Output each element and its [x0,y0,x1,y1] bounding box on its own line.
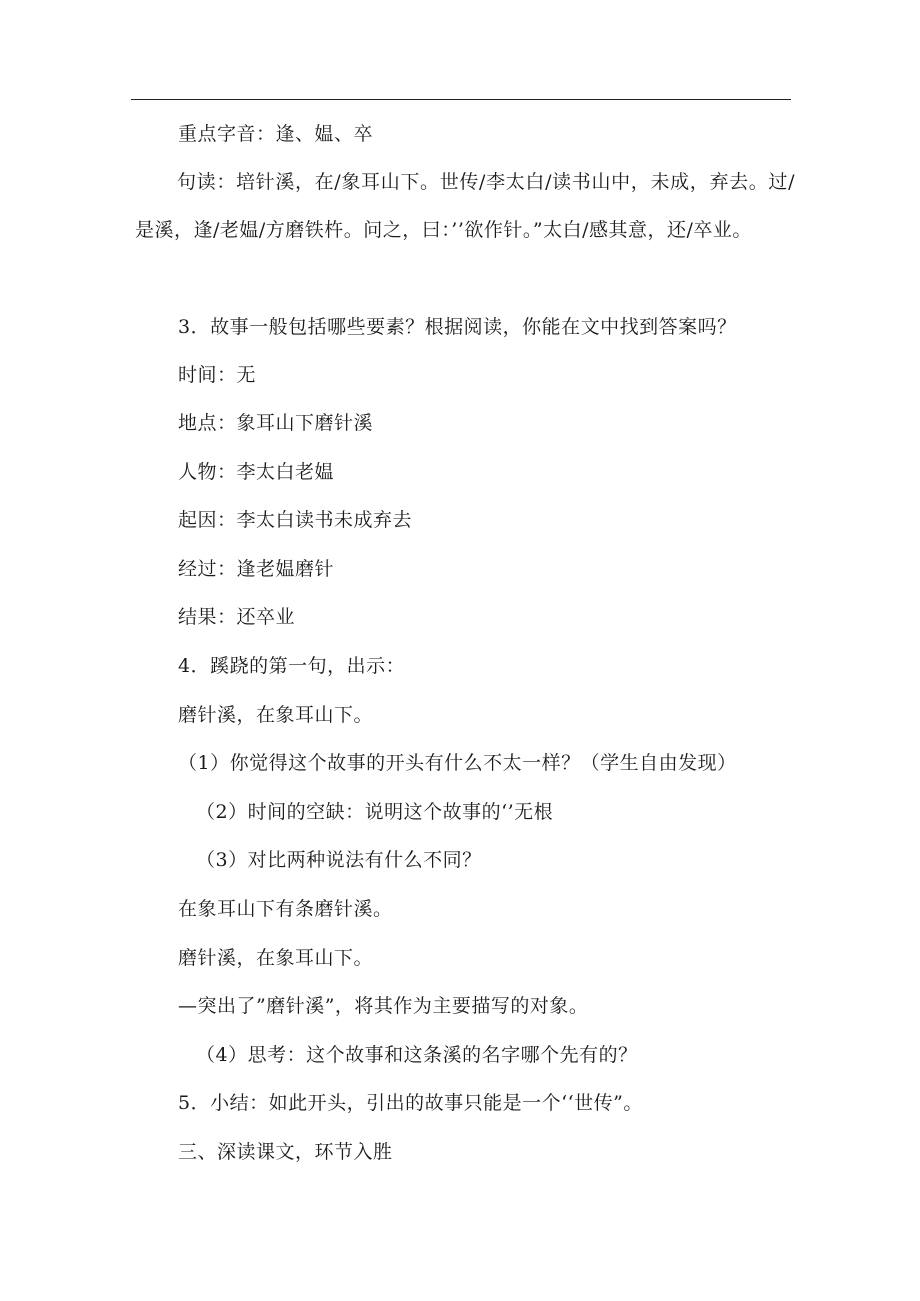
sub-question-1: （1）你觉得这个故事的开头有什么不太一样？（学生自由发现） [178,752,737,774]
key-pronunciation: 重点字音：逢、媪、卒 [178,123,374,145]
sub-question-2: （2）时间的空缺：说明这个故事的‘’无根 [196,801,554,823]
compare-sentence-a: 在象耳山下有条磨针溪。 [178,898,393,920]
question-4: 4．蹊跷的第一句，出示： [178,655,406,677]
sub-question-4: （4）思考：这个故事和这条溪的名字哪个先有的？ [196,1044,638,1066]
element-place: 地点：象耳山下磨针溪 [178,412,374,434]
element-process: 经过：逢老媪磨针 [178,558,335,580]
compare-sentence-b: 磨针溪，在象耳山下。 [178,947,374,969]
question-3: 3．故事一般包括哪些要素？根据阅读，你能在文中找到答案吗？ [178,316,737,338]
section-3-heading: 三、深读课文，环节入胜 [178,1141,393,1163]
summary-5: 5．小结：如此开头，引出的故事只能是一个‘‘世传”。 [178,1092,643,1114]
element-time: 时间：无 [178,364,257,386]
header-rule [131,99,791,100]
emphasis-note: —突出了”磨针溪”，将其作为主要描写的对象。 [178,995,589,1017]
sub-question-3: （3）对比两种说法有什么不同？ [196,849,482,871]
punctuation-reading: 句读：培针溪，在/象耳山下。世传/李太白/读书山中，未成，弃去。过/是溪，逢/老媪/方磨铁杵。问之，曰：’’欲作针。”太白/感其意，还/卒业。 [135,171,795,241]
element-characters: 人物：李太白老媪 [178,461,335,483]
element-result: 结果：还卒业 [178,606,296,628]
element-cause: 起因：李太白读书未成弃去 [178,509,413,531]
quote-sentence: 磨针溪，在象耳山下。 [178,704,374,726]
